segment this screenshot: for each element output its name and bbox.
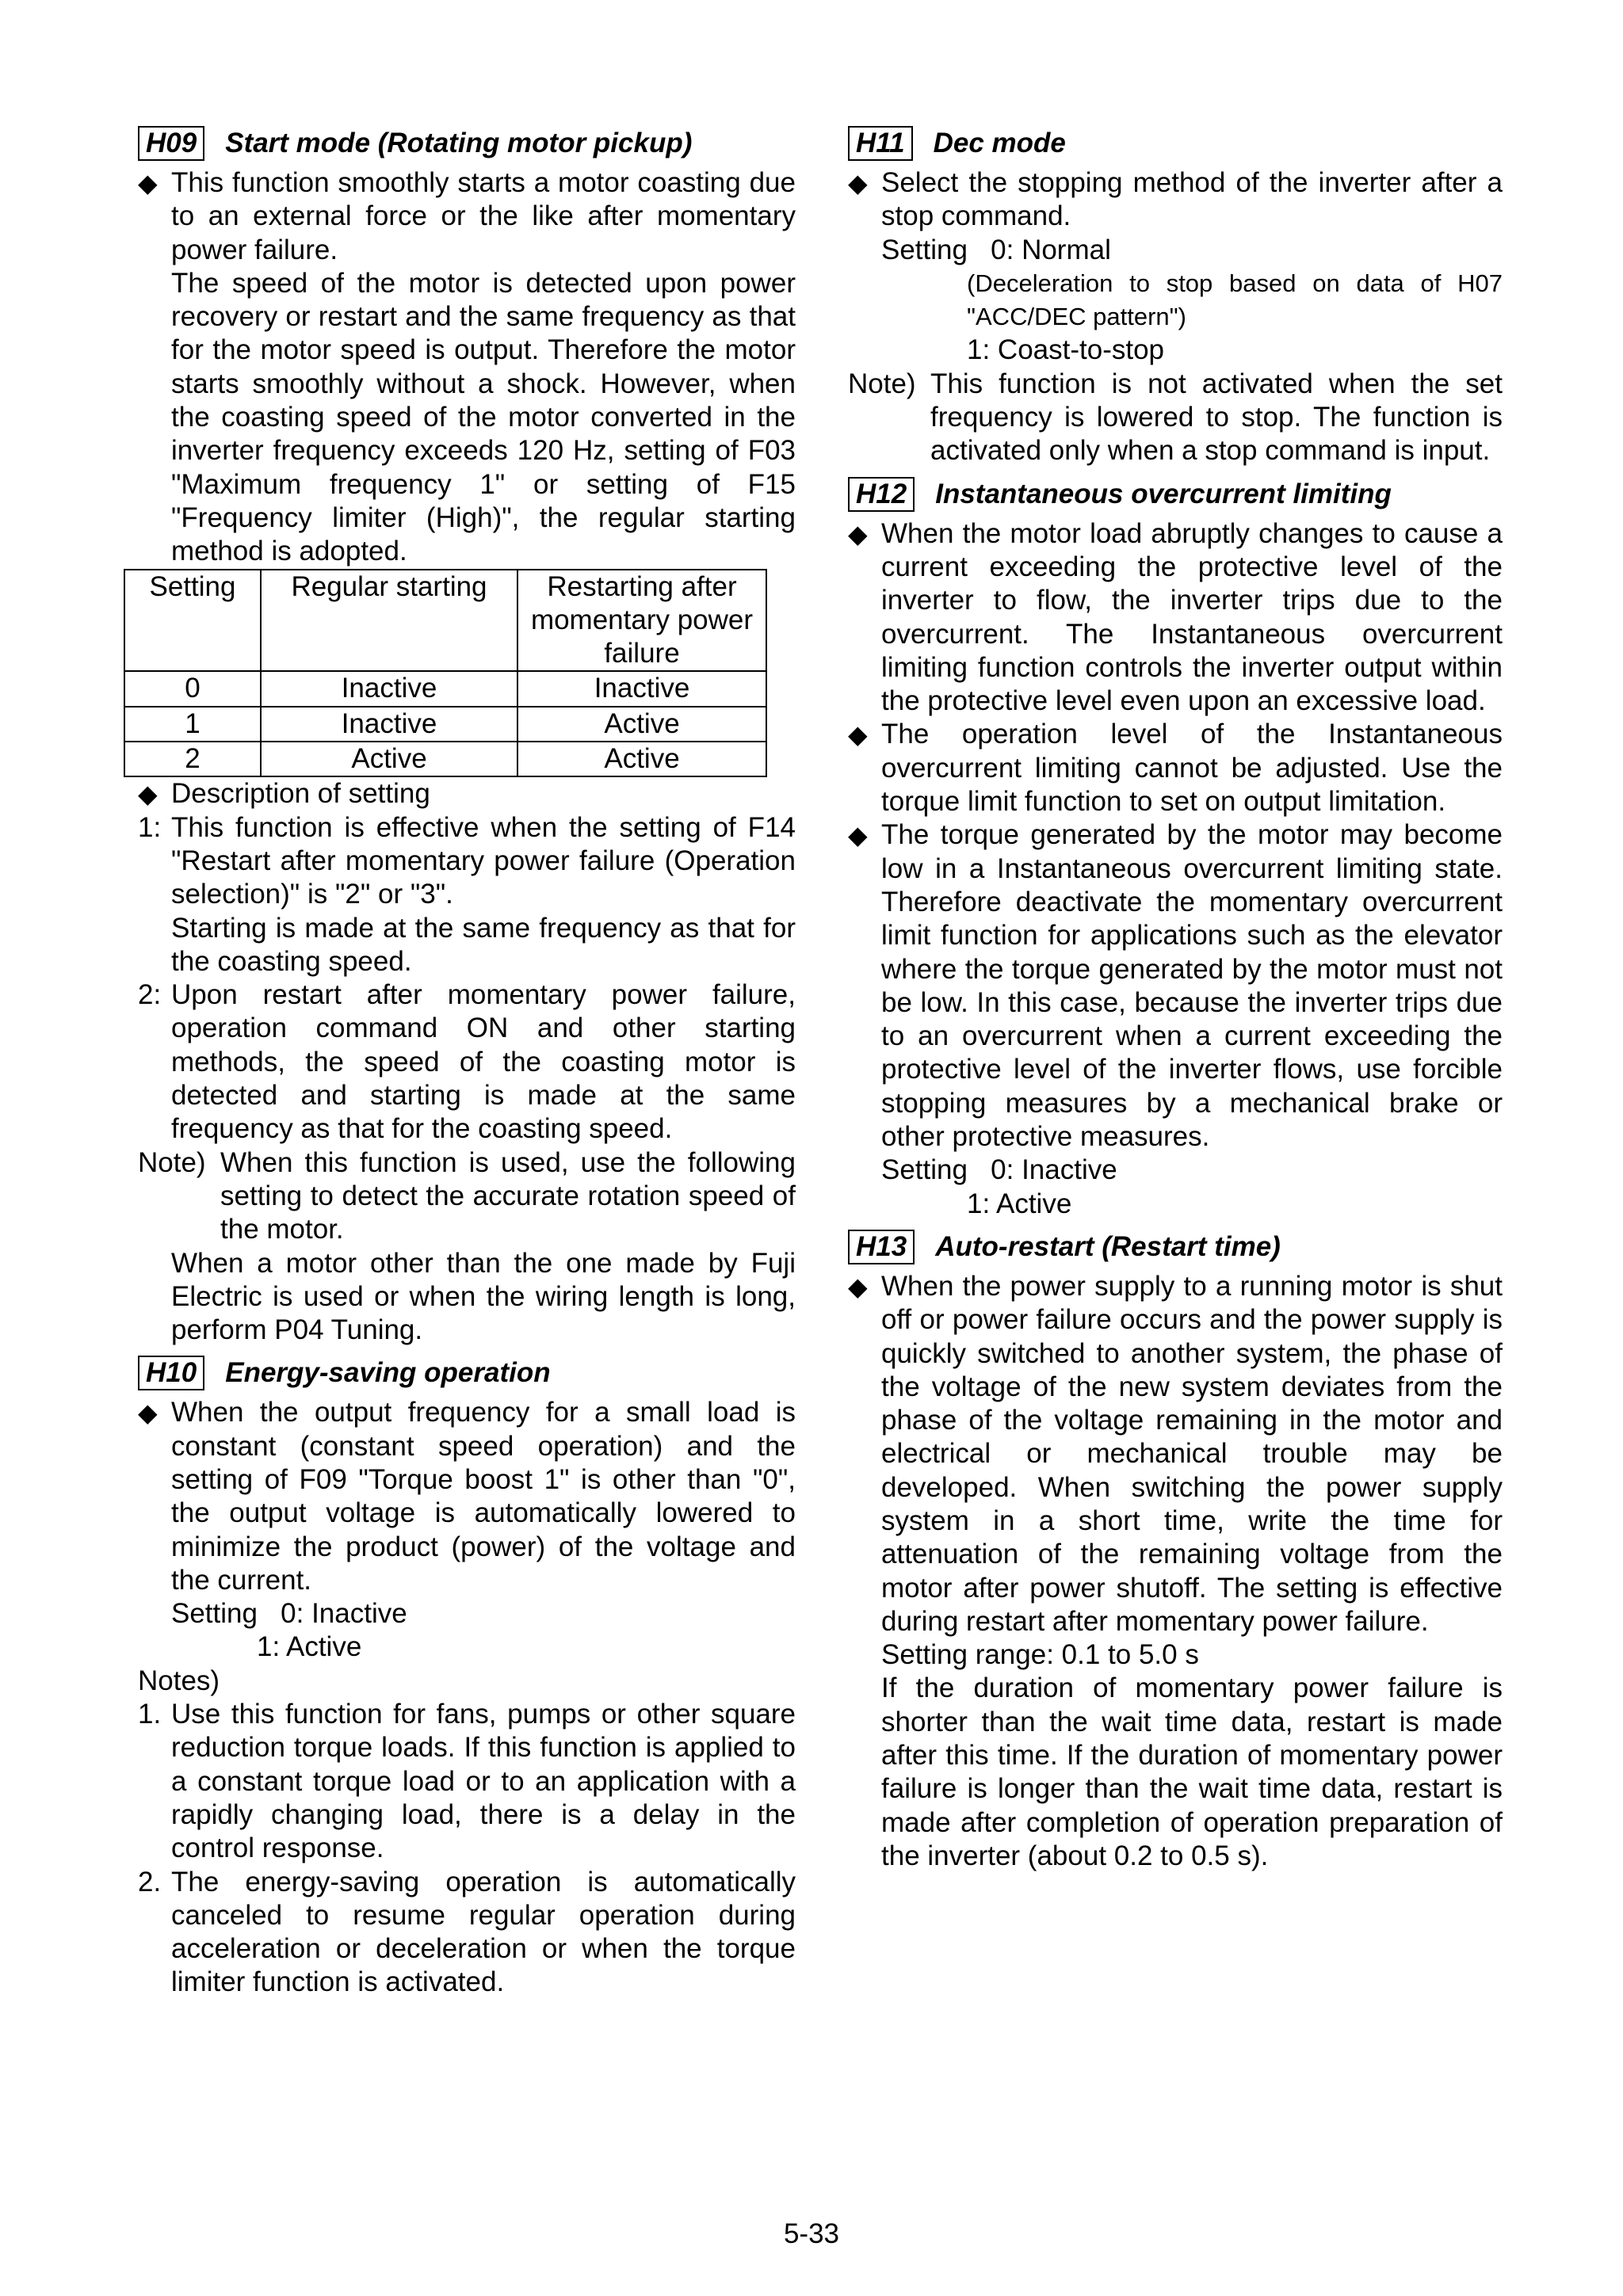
setting-value: 0: Inactive xyxy=(991,1154,1117,1186)
setting-value: 0: Inactive xyxy=(281,1598,407,1630)
note-label: Note) xyxy=(848,368,916,399)
h09-description-item-1 xyxy=(138,811,796,912)
h12-bullet-2: ◆ The operation level of the Instantaneous overcurrent limiting cannot be adjusted. Use the torque limit function to set on output limitation. xyxy=(848,718,1503,818)
setting-label: Setting xyxy=(881,234,968,265)
item-number: 2. xyxy=(138,1866,162,1897)
setting-label: Setting xyxy=(881,1154,968,1186)
section-title-h12: Instantaneous overcurrent limiting xyxy=(935,478,1392,509)
item-number: 1. xyxy=(138,1699,162,1730)
section-heading-h13 xyxy=(848,1229,1503,1265)
section-title-h11: Dec mode xyxy=(933,127,1066,158)
page-number: 5-33 xyxy=(783,2218,840,2249)
item-text: The energy-saving operation is automatically canceled to resume regular operation during acceleration or deceleration or when the torque limiter function is activated. xyxy=(171,1866,796,1998)
table-header-cell: Restarting after momentary power failure xyxy=(517,570,766,672)
parameter-code-h13: H13 xyxy=(848,1230,915,1264)
item-text: Upon restart after momentary power failure, operation command ON and other starting methods, the speed of the coasting motor is detected and starting is made at the same frequency as that for the coasting speed. xyxy=(171,979,796,1145)
h09-description-item-2 xyxy=(138,978,796,1146)
table-cell: Inactive xyxy=(261,707,517,742)
table-cell: 1 xyxy=(124,707,261,742)
table-cell: Active xyxy=(517,742,766,776)
setting-label: Setting xyxy=(171,1598,258,1630)
right-column xyxy=(848,125,1503,1873)
section-heading-h09 xyxy=(138,125,796,162)
item-number: 2: xyxy=(138,979,162,1011)
parameter-code-h12: H12 xyxy=(848,477,915,512)
setting-value: 0: Normal xyxy=(991,234,1111,265)
h12-setting-1: 1: Active xyxy=(967,1188,1072,1219)
table-cell: Inactive xyxy=(261,671,517,706)
table-header-cell: Setting xyxy=(124,570,261,672)
table-cell: Inactive xyxy=(517,671,766,706)
table-header-cell: Regular starting xyxy=(261,570,517,672)
item-text: Use this function for fans, pumps or other square reduction torque loads. If this function is applied to a constant torque load or to an application with a rapidly changing load, there is a delay in the control response. xyxy=(171,1699,796,1864)
h10-notes-label: Notes) xyxy=(138,1665,220,1696)
section-title-h09: Start mode (Rotating motor pickup) xyxy=(225,127,693,158)
h09-note-2: When a motor other than the one made by Fuji Electric is used or when the wiring length is long, perform P04 Tuning. xyxy=(171,1247,796,1346)
h13-bullet-1: ◆ When the power supply to a running motor is shut off or power failure occurs and the power supply is quickly switched to another system, the phase of the voltage of the new system deviates from the phase of the voltage remaining in the motor and electrical or mechanical trouble may be developed. When switching the power supply system in a short time, write the time for attenuation of the remaining voltage from the motor after power shutoff. The setting is effective during restart after momentary power failure. xyxy=(848,1270,1503,1638)
h12-bullet-3: ◆ The torque generated by the motor may become low in a Instantaneous overcurrent limiting state. Therefore deactivate the momentary overcurrent limit function for applications such as the elevator where the torque generated by the motor must not be low. In this case, because the inverter trips due to an overcurrent when a current exceeding the protective level of the inverter flows, use forcible stopping measures by a mechanical brake or other protective measures. xyxy=(848,818,1503,1154)
h09-description-title: ◆ Description of setting xyxy=(138,777,796,810)
h13-paragraph-2: If the duration of momentary power failure is shorter than the wait time data, restart is made after this time. If the duration of momentary power failure is longer than the wait time data, restart is made after completion of operation preparation of the inverter (about 0.2 to 0.5 s). xyxy=(881,1672,1503,1871)
h10-note-1 xyxy=(138,1698,796,1865)
h11-setting-0-description: (Deceleration to stop based on data of H07 "ACC/DEC pattern") xyxy=(967,269,1503,331)
section-title-h13: Auto-restart (Restart time) xyxy=(935,1230,1281,1262)
h13-setting-range: Setting range: 0.1 to 5.0 s xyxy=(881,1639,1199,1671)
parameter-code-h11: H11 xyxy=(848,126,913,161)
table-header-row xyxy=(124,570,766,672)
section-heading-h10 xyxy=(138,1355,796,1391)
h10-setting-1: 1: Active xyxy=(257,1631,362,1663)
table-cell: 2 xyxy=(124,742,261,776)
h09-paragraph-1: ◆ This function smoothly starts a motor coasting due to an external force or the like after momentary power failure. xyxy=(138,166,796,267)
section-heading-h12 xyxy=(848,476,1503,513)
item-text: This function is effective when the setting of F14 "Restart after momentary power failure (Operation selection)" is "2" or "3". xyxy=(171,811,796,910)
h09-description-item-1b: Starting is made at the same frequency as that for the coasting speed. xyxy=(171,912,796,977)
table-cell: 0 xyxy=(124,671,261,706)
table-row xyxy=(124,742,766,776)
note-label: Note) xyxy=(138,1146,206,1178)
parameter-code-h10: H10 xyxy=(138,1356,204,1390)
h09-note xyxy=(138,1146,796,1247)
table-row xyxy=(124,671,766,706)
h09-paragraph-2: The speed of the motor is detected upon power recovery or restart and the same frequency as that for the motor speed is output. Therefore the motor starts smoothly without a shock. However, when the coasting speed of the motor converted in the inverter frequency exceeds 120 Hz, setting of F03 "Maximum frequency 1" or setting of F15 "Frequency limiter (High)", the regular starting method is adopted. xyxy=(171,267,796,567)
h12-setting-0 xyxy=(848,1154,1503,1187)
h11-setting-0 xyxy=(848,234,1503,267)
table-cell: Active xyxy=(261,742,517,776)
h11-setting-1: 1: Coast-to-stop xyxy=(967,334,1164,366)
h10-paragraph-1: ◆ When the output frequency for a small load is constant (constant speed operation) and the setting of F09 "Torque boost 1" is other than "0", the output voltage is automatically lowered to minimize the product (power) of the voltage and the current. xyxy=(138,1396,796,1597)
h11-paragraph-1: ◆ Select the stopping method of the inverter after a stop command. xyxy=(848,166,1503,234)
h10-setting-0 xyxy=(138,1597,796,1630)
parameter-code-h09: H09 xyxy=(138,126,204,161)
note-text: When this function is used, use the following setting to detect the accurate rotation speed of the motor. xyxy=(220,1146,796,1245)
section-heading-h11 xyxy=(848,125,1503,162)
left-column xyxy=(138,125,796,2000)
h09-setting-table xyxy=(124,569,767,778)
note-text: This function is not activated when the set frequency is lowered to stop. The function is activated only when a stop command is input. xyxy=(930,368,1503,467)
h10-note-2 xyxy=(138,1866,796,2000)
table-cell: Active xyxy=(517,707,766,742)
section-title-h10: Energy-saving operation xyxy=(225,1357,551,1389)
h12-bullet-1: ◆ When the motor load abruptly changes to cause a current exceeding the protective level of the inverter to flow, the inverter trips due to the overcurrent. The Instantaneous overcurrent limiting function controls the inverter output within the protective level even upon an excessive load. xyxy=(848,517,1503,719)
item-number: 1: xyxy=(138,811,162,843)
h11-note xyxy=(848,368,1503,468)
table-row xyxy=(124,707,766,742)
